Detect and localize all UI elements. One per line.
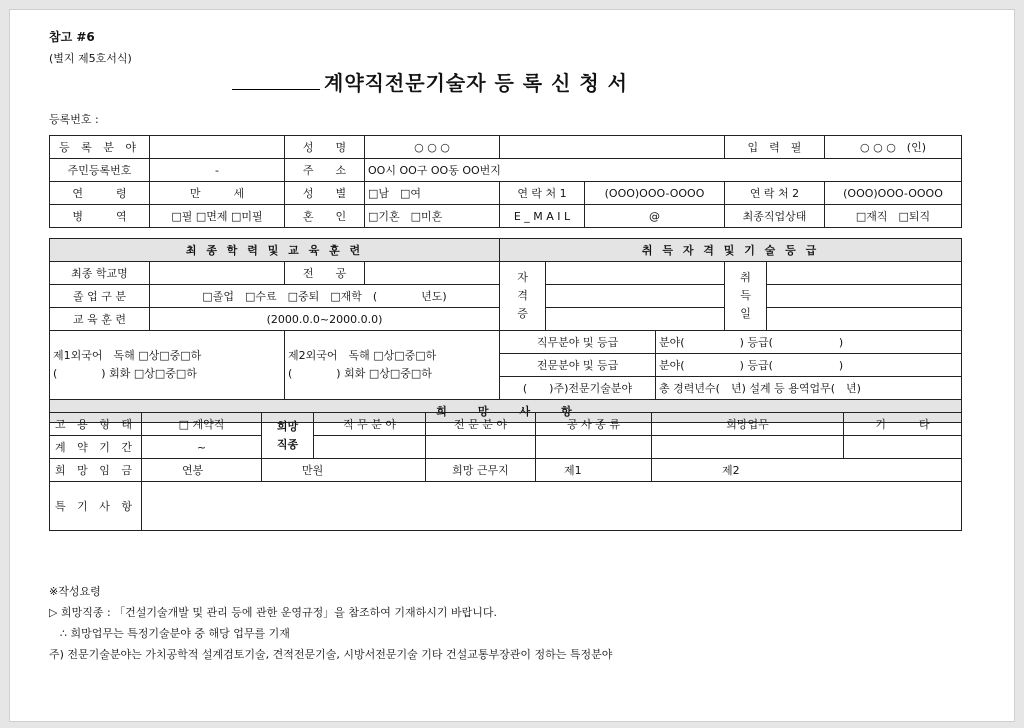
acq-value-2[interactable] bbox=[767, 285, 962, 308]
training-value[interactable]: (2000.0.0~2000.0.0) bbox=[150, 308, 500, 331]
label-training: 교 육 훈 련 bbox=[50, 308, 150, 331]
table-row bbox=[50, 436, 962, 459]
cert-value-2[interactable] bbox=[546, 285, 725, 308]
work-place-1[interactable]: 제1 bbox=[536, 459, 652, 482]
etc-value[interactable] bbox=[844, 436, 962, 459]
work-type-value[interactable] bbox=[536, 436, 652, 459]
label-duty-grade: 직무분야 및 등급 bbox=[500, 331, 656, 354]
head-spec-field: 전 문 분 야 bbox=[426, 413, 536, 436]
lang1-speaking: ( ) 회화 □상□중□하 bbox=[53, 367, 197, 380]
military-options[interactable]: □필 □면제 □미필 bbox=[150, 205, 285, 228]
table-row bbox=[50, 136, 962, 159]
hope-job-line2: 직종 bbox=[276, 437, 299, 451]
wage-unit[interactable]: 만원 bbox=[262, 459, 426, 482]
label-military: 병 역 bbox=[50, 205, 150, 228]
note-hope-job: ▷ 희망직종 : 「건설기술개발 및 관리 등에 관한 운영규정」을 참조하여 기재하시기 바랍니다. bbox=[49, 606, 498, 619]
graduation-options[interactable]: □졸업 □수료 □중퇴 □재학 ( 년도) bbox=[150, 285, 500, 308]
label-tech-field[interactable]: ( )주)전문기술분야 bbox=[500, 377, 656, 400]
acq-value-1[interactable] bbox=[767, 262, 962, 285]
head-work-type: 공 사 종 류 bbox=[536, 413, 652, 436]
personal-info-table bbox=[49, 135, 962, 228]
section-head-education: 최 종 학 력 및 교 육 훈 련 bbox=[50, 239, 500, 262]
acq-label-3: 일 bbox=[740, 307, 751, 320]
duty-field-value[interactable] bbox=[314, 436, 426, 459]
blank-cell bbox=[500, 136, 725, 159]
label-tel2: 연 락 처 2 bbox=[725, 182, 825, 205]
table-row bbox=[50, 413, 962, 436]
label-special: 특 기 사 항 bbox=[50, 482, 142, 531]
label-email: E _ M A I L bbox=[500, 205, 585, 228]
head-etc: 기 타 bbox=[844, 413, 962, 436]
label-hope-job bbox=[262, 413, 314, 459]
lang2-speaking: ( ) 회화 □상□중□하 bbox=[288, 367, 432, 380]
school-value[interactable] bbox=[150, 262, 285, 285]
cert-label-cell bbox=[500, 262, 546, 331]
sex-options[interactable]: □남 □여 bbox=[365, 182, 500, 205]
education-table bbox=[49, 238, 962, 423]
tel2-value[interactable]: (OOO)OOO-OOOO bbox=[825, 182, 962, 205]
employment-option[interactable]: □ 계약직 bbox=[142, 413, 262, 436]
duty-grade-value[interactable]: 분야( ) 등급( ) bbox=[656, 331, 962, 354]
input-check-value[interactable]: ○ ○ ○ (인) bbox=[825, 136, 962, 159]
label-rrn: 주민등록번호 bbox=[50, 159, 150, 182]
note-heading: ※작성요령 bbox=[49, 585, 101, 598]
spec-field-value[interactable] bbox=[426, 436, 536, 459]
wage-annual[interactable]: 연봉 bbox=[142, 459, 262, 482]
address-value[interactable]: OO시 OO구 OO동 OO번지 bbox=[365, 159, 962, 182]
cert-value-1[interactable] bbox=[546, 262, 725, 285]
acq-label-1: 취 bbox=[740, 271, 751, 284]
marriage-options[interactable]: □기혼 □미혼 bbox=[365, 205, 500, 228]
lang1-reading: 제1외국어 독해 □상□중□하 bbox=[53, 349, 202, 362]
note-tech-field: 주) 전문기술분야는 가치공학적 설계검토기술, 견적전문기술, 시방서전문기술 기타 건설교통부장관이 정하는 특정분야 bbox=[49, 648, 613, 661]
table-row bbox=[50, 159, 962, 182]
label-employment: 고 용 형 태 bbox=[50, 413, 142, 436]
section-head-hope: 희 망 사 항 bbox=[50, 400, 962, 423]
acq-label-2: 득 bbox=[740, 289, 751, 302]
title-underline bbox=[232, 89, 320, 90]
rrn-value[interactable]: - bbox=[150, 159, 285, 182]
field-value[interactable] bbox=[150, 136, 285, 159]
period-value[interactable]: ~ bbox=[142, 436, 262, 459]
spec-grade-value[interactable]: 분야( ) 등급( ) bbox=[656, 354, 962, 377]
label-field: 등 록 분 야 bbox=[50, 136, 150, 159]
table-row bbox=[50, 239, 962, 262]
label-input-check: 입 력 필 bbox=[725, 136, 825, 159]
major-value[interactable] bbox=[365, 262, 500, 285]
label-major: 전 공 bbox=[285, 262, 365, 285]
registration-number-label: 등록번호 : bbox=[49, 113, 99, 126]
special-value[interactable] bbox=[142, 482, 962, 531]
foreign-language-1[interactable] bbox=[50, 331, 285, 400]
lang2-reading: 제2외국어 독해 □상□중□하 bbox=[288, 349, 437, 362]
age-value[interactable]: 만 세 bbox=[150, 182, 285, 205]
form-title: 계약직전문기술자 등 록 신 청 서 bbox=[324, 71, 628, 95]
label-work-place: 희망 근무지 bbox=[426, 459, 536, 482]
form-number: (별지 제5호서식) bbox=[49, 52, 132, 65]
acq-label-cell bbox=[725, 262, 767, 331]
label-graduation: 졸 업 구 분 bbox=[50, 285, 150, 308]
label-period: 계 약 기 간 bbox=[50, 436, 142, 459]
work-place-2[interactable]: 제2 bbox=[652, 459, 962, 482]
hope-job-line1: 희망 bbox=[276, 419, 299, 433]
career-value[interactable]: 총 경력년수( 년) 설계 등 용역업무( 년) bbox=[656, 377, 962, 400]
label-tel1: 연 락 처 1 bbox=[500, 182, 585, 205]
label-sex: 성 별 bbox=[285, 182, 365, 205]
table-row bbox=[50, 205, 962, 228]
label-school: 최종 학교명 bbox=[50, 262, 150, 285]
writing-notes bbox=[49, 581, 612, 665]
table-row bbox=[50, 262, 962, 285]
label-address: 주 소 bbox=[285, 159, 365, 182]
acq-value-3[interactable] bbox=[767, 308, 962, 331]
head-hope-work: 희망업무 bbox=[652, 413, 844, 436]
table-row bbox=[50, 182, 962, 205]
table-row bbox=[50, 482, 962, 531]
foreign-language-2[interactable] bbox=[285, 331, 500, 400]
table-row bbox=[50, 459, 962, 482]
head-duty-field: 직 무 분 야 bbox=[314, 413, 426, 436]
label-age: 연 령 bbox=[50, 182, 150, 205]
label-marriage: 혼 인 bbox=[285, 205, 365, 228]
label-name: 성 명 bbox=[285, 136, 365, 159]
name-value[interactable]: ○ ○ ○ bbox=[365, 136, 500, 159]
tel1-value[interactable]: (OOO)OOO-OOOO bbox=[585, 182, 725, 205]
hope-work-value[interactable] bbox=[652, 436, 844, 459]
label-wage: 희 망 임 금 bbox=[50, 459, 142, 482]
cert-value-3[interactable] bbox=[546, 308, 725, 331]
table-row bbox=[50, 331, 962, 354]
job-status-options[interactable]: □재직 □퇴직 bbox=[825, 205, 962, 228]
reference-label: 참고 #6 bbox=[49, 30, 95, 44]
label-spec-grade: 전문분야 및 등급 bbox=[500, 354, 656, 377]
hope-table bbox=[49, 412, 962, 531]
section-head-qualification: 취 득 자 격 및 기 술 등 급 bbox=[500, 239, 962, 262]
cert-label-2: 격 bbox=[517, 289, 528, 302]
note-hope-work: ∴ 희망업무는 특정기술분야 중 해당 업무를 기재 bbox=[49, 627, 290, 640]
email-value[interactable]: @ bbox=[585, 205, 725, 228]
cert-label-1: 자 bbox=[517, 271, 528, 284]
label-job-status: 최종직업상태 bbox=[725, 205, 825, 228]
cert-label-3: 증 bbox=[517, 307, 528, 320]
